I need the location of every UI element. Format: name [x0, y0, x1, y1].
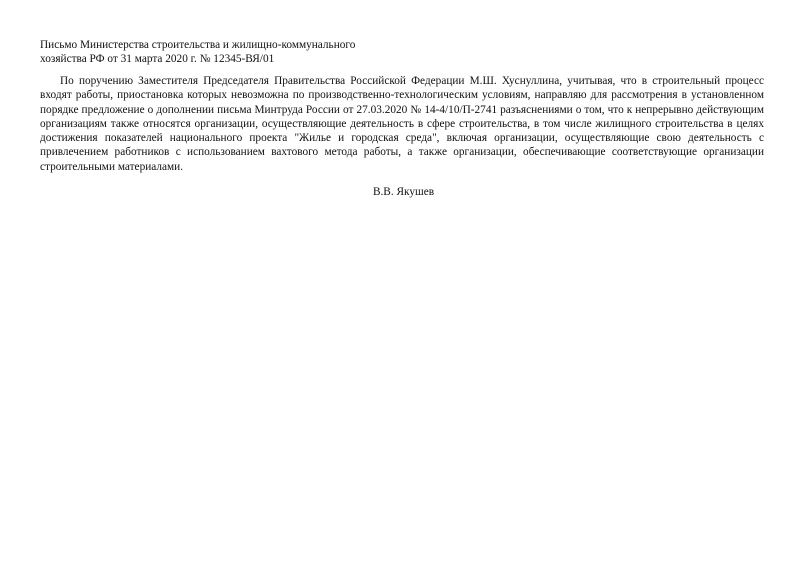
document-body-paragraph: По поручению Заместителя Председателя Правительства Российской Федерации М.Ш. Хуснуллина, учитывая, что в строительный процесс входят работы, приостановка которых невозможна по производственно-технологическим условиям, направляю для рассмотрения в установленном порядке предложение о дополнении письма Минтруда России от 27.03.2020 № 14-4/10/П-2741 разъяснениями о том, что к непрерывно действующим организациям также относятся организации, осуществляющие деятельность в сфере строительства, в том числе жилищного строительства в целях достижения показателей национального проекта "Жилье и городская среда", включая организации, осуществляющие свою деятельность с привлечением работников с использованием вахтового метода работы, а также организации, обеспечивающие соответствующие организации строительными материалами. [40, 75, 764, 173]
document-signature: В.В. Якушев [372, 186, 435, 198]
document-title-line-1: Письмо Министерства строительства и жилищно-коммунального [40, 39, 356, 51]
document-title-line-2: хозяйства РФ от 31 марта 2020 г. № 12345-ВЯ/01 [40, 53, 275, 65]
document-title [40, 38, 420, 66]
